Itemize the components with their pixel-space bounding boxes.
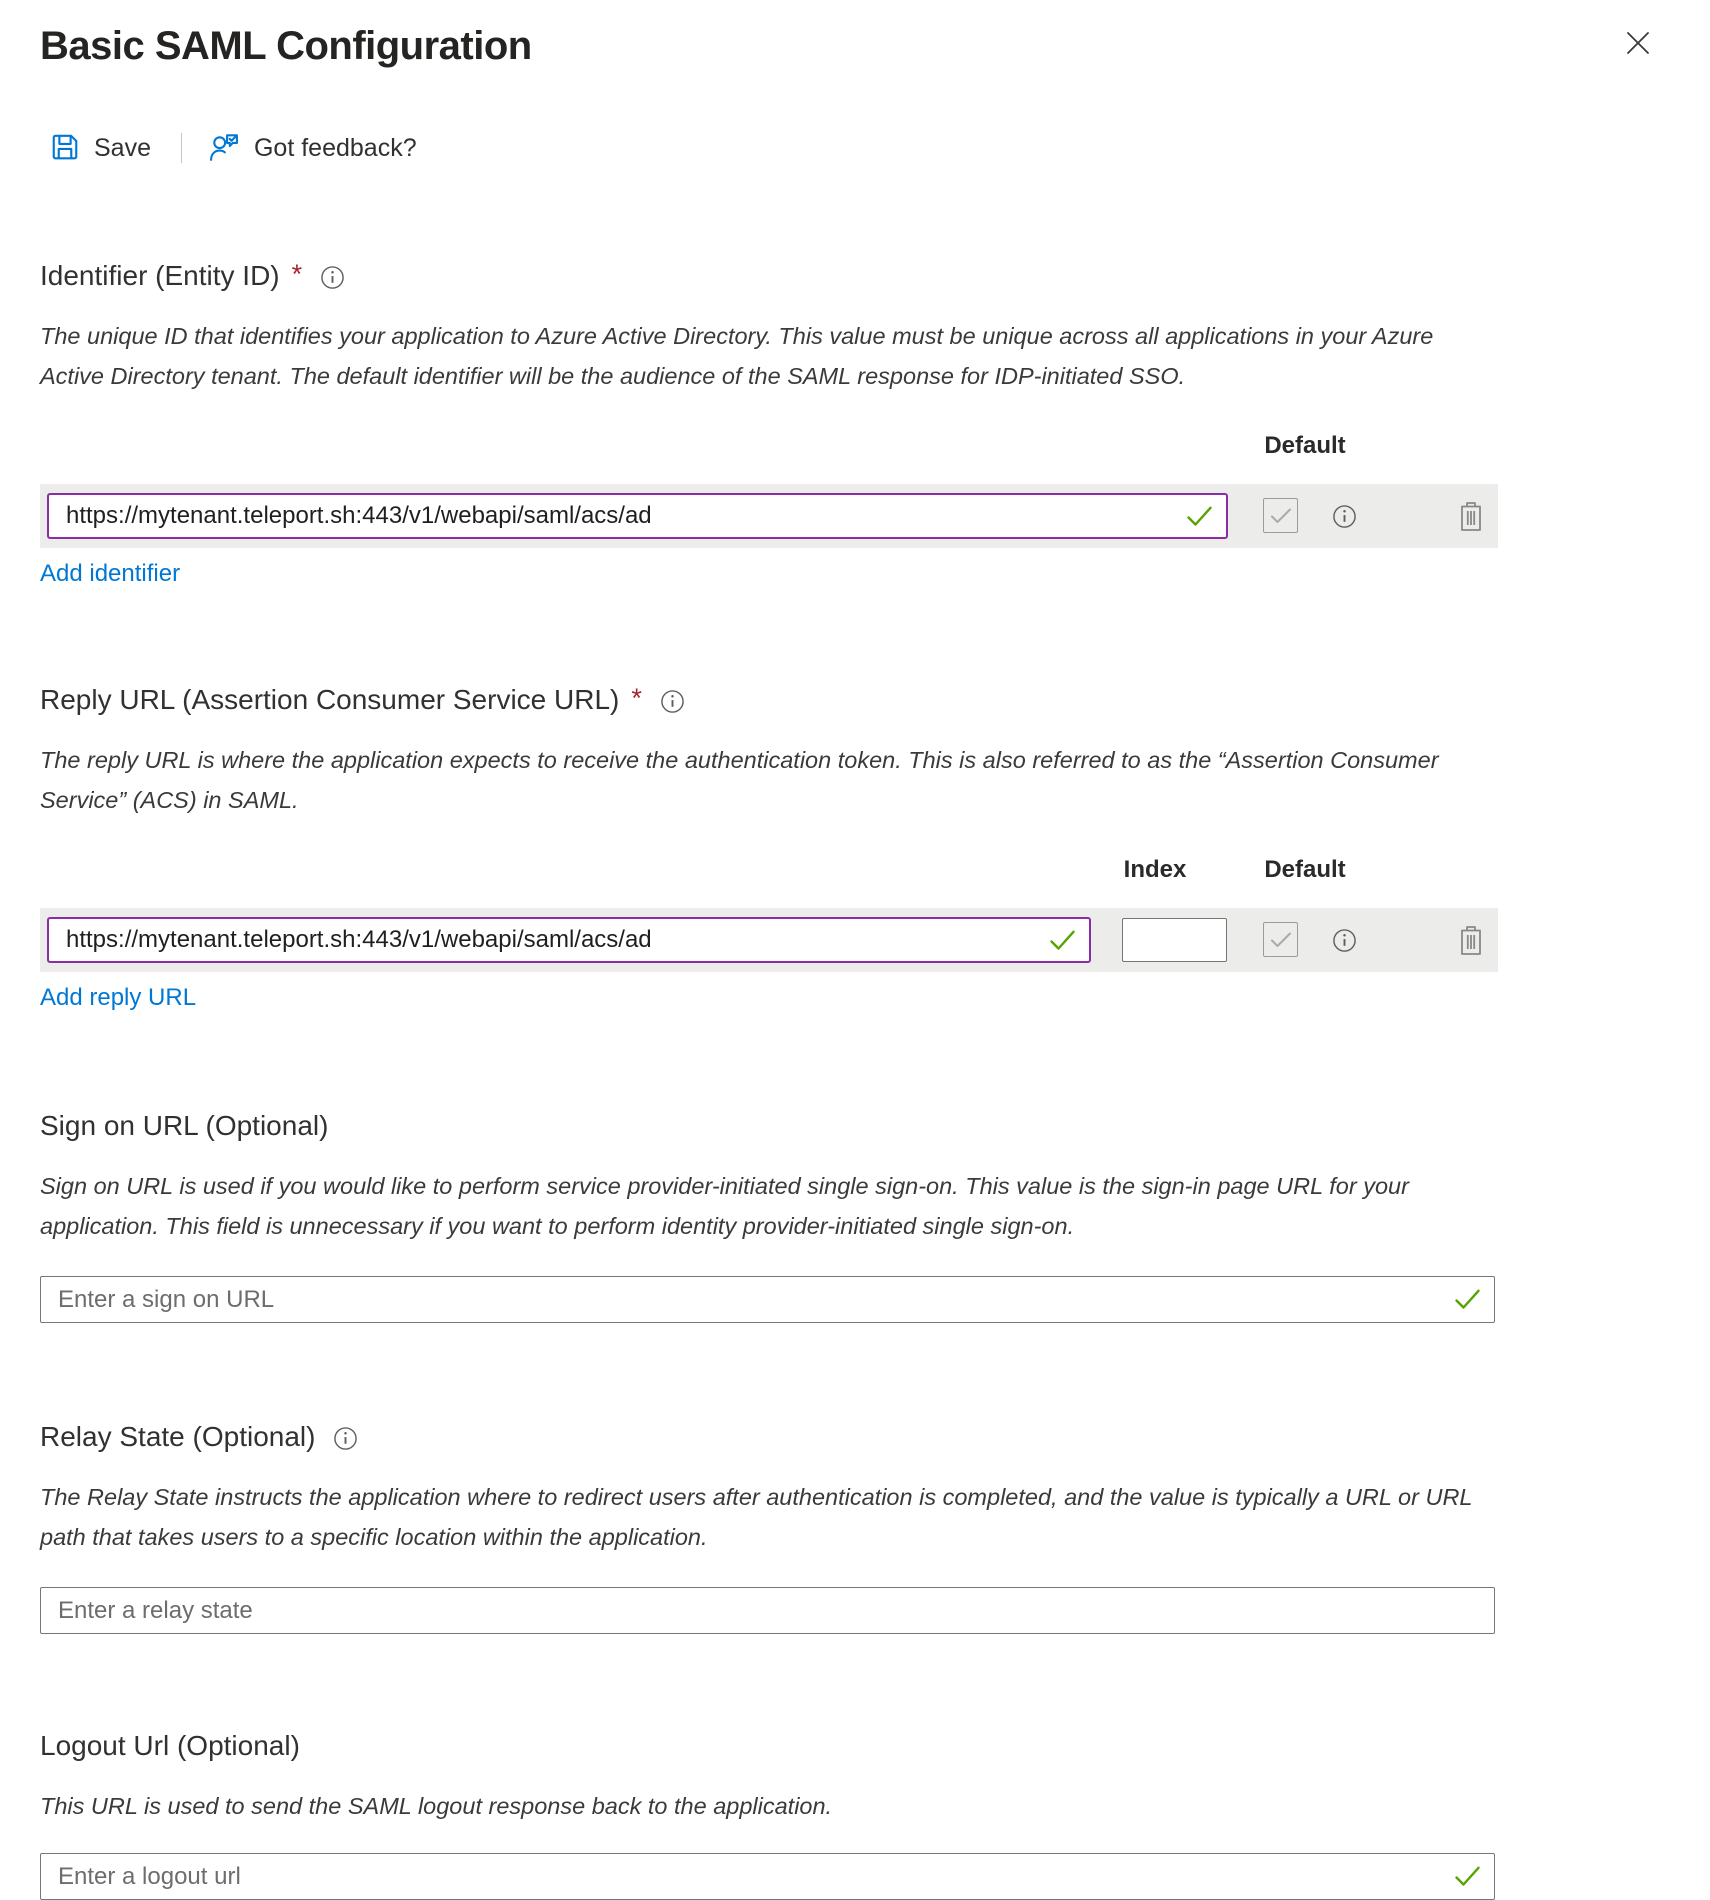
logout-description: This URL is used to send the SAML logout response back to the application. <box>40 1793 833 1819</box>
logout-heading: Logout Url (Optional) <box>40 1730 300 1761</box>
identifier-description: The unique ID that identifies your application to Azure Active Directory. This value must be unique across all applications in your Azure Active Directory tenant. The default identifier will be the audience of the SAML response for IDP-initiated SSO. <box>40 323 1434 389</box>
trash-icon <box>1457 944 1485 959</box>
reply-url-row <box>40 908 1498 972</box>
row-info-icon[interactable] <box>1332 504 1357 529</box>
info-icon[interactable] <box>333 1426 358 1451</box>
valid-check-icon <box>1186 505 1213 528</box>
delete-row-button[interactable] <box>1457 924 1485 956</box>
column-header-index: Index <box>1123 856 1187 883</box>
close-icon <box>1622 47 1654 62</box>
sign-on-description: Sign on URL is used if you would like to perform service provider-initiated single sign-on. This value is the sign-in page URL for your application. This field is unnecessary if you want to perform identity provider-initiated single sign-on. <box>40 1173 1409 1239</box>
column-header-default: Default <box>1264 432 1346 459</box>
add-reply-url-link[interactable]: Add reply URL <box>40 984 197 1011</box>
section-identifier <box>40 258 1498 588</box>
sign-on-input-wrap <box>40 1276 1495 1323</box>
panel-header <box>40 22 1710 74</box>
identifier-row <box>40 484 1498 548</box>
default-checkbox[interactable] <box>1263 922 1298 957</box>
valid-check-icon <box>1049 929 1076 952</box>
logout-url-input[interactable] <box>41 1854 1454 1899</box>
section-logout-url <box>40 1728 1498 1900</box>
reply-description: The reply URL is where the application expects to receive the authentication token. This is also referred to as the “Assertion Consumer Service” (ACS) in SAML. <box>40 747 1439 813</box>
column-header-default: Default <box>1264 856 1346 883</box>
relay-state-input[interactable] <box>41 1588 1494 1633</box>
close-button[interactable] <box>1620 26 1656 62</box>
command-bar <box>40 130 1710 166</box>
identifier-input-wrap <box>47 493 1228 539</box>
logout-input-wrap <box>40 1853 1495 1900</box>
reply-heading: Reply URL (Assertion Consumer Service URL) <box>40 684 620 715</box>
required-asterisk: * <box>631 682 642 713</box>
identifier-url-input[interactable] <box>49 495 1186 537</box>
default-checkbox[interactable] <box>1263 498 1298 533</box>
valid-check-icon <box>1454 1865 1481 1888</box>
sign-on-heading: Sign on URL (Optional) <box>40 1110 329 1141</box>
feedback-button[interactable] <box>208 131 417 166</box>
relay-input-wrap <box>40 1587 1495 1634</box>
required-asterisk: * <box>291 258 303 289</box>
add-identifier-link[interactable]: Add identifier <box>40 560 181 587</box>
delete-row-button[interactable] <box>1457 500 1485 532</box>
page-title: Basic SAML Configuration <box>40 24 532 68</box>
reply-input-wrap <box>47 917 1091 963</box>
feedback-icon <box>208 131 240 166</box>
relay-description: The Relay State instructs the application where to redirect users after authentication is completed, and the value is typically a URL or URL path that takes users to a specific location within the application. <box>40 1484 1473 1550</box>
identifier-heading: Identifier (Entity ID) <box>40 260 280 291</box>
row-info-icon[interactable] <box>1332 928 1357 953</box>
reply-url-input[interactable] <box>49 919 1049 961</box>
section-relay-state <box>40 1419 1498 1634</box>
save-icon <box>50 132 80 165</box>
section-reply-url <box>40 682 1498 1012</box>
index-input[interactable] <box>1122 918 1227 962</box>
section-sign-on-url <box>40 1108 1498 1323</box>
feedback-label: Got feedback? <box>253 133 417 162</box>
relay-heading: Relay State (Optional) <box>40 1421 316 1452</box>
valid-check-icon <box>1454 1288 1481 1311</box>
info-icon[interactable] <box>320 265 345 290</box>
trash-icon <box>1457 520 1485 535</box>
identifier-column-headers <box>40 432 1498 460</box>
info-icon[interactable] <box>660 689 685 714</box>
sign-on-url-input[interactable] <box>41 1277 1454 1322</box>
toolbar-divider <box>181 133 182 163</box>
save-label: Save <box>94 133 151 162</box>
reply-column-headers <box>40 856 1498 884</box>
save-button[interactable] <box>50 132 151 165</box>
